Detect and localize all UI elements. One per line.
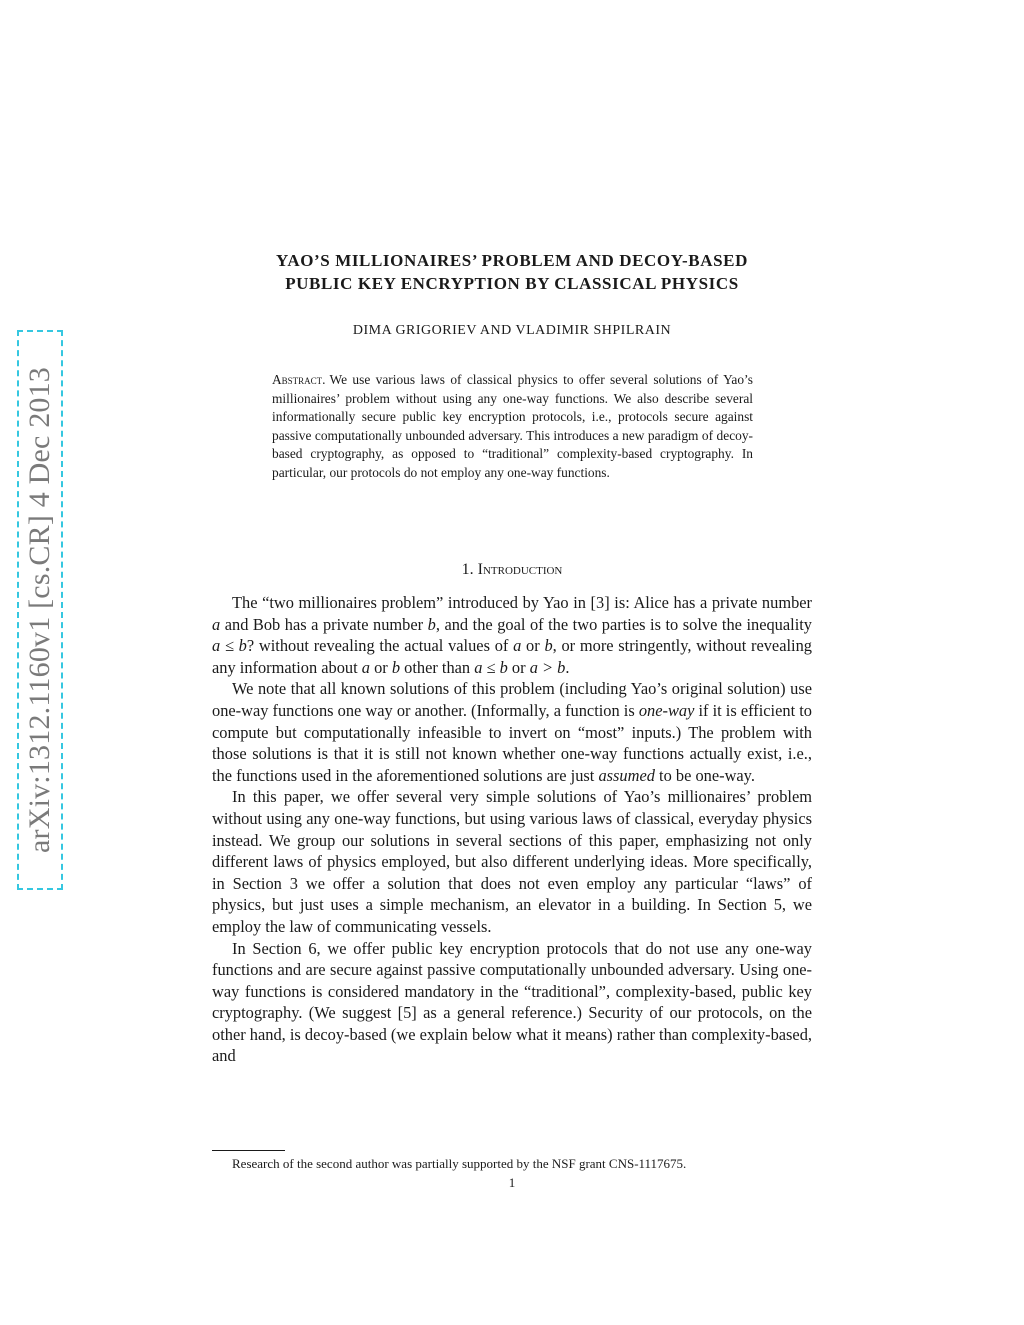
- arxiv-stamp: [17, 330, 63, 890]
- abstract-text: We use various laws of classical physics to offer several solutions of Yao’s millionaires’ problem without using any one-way functions. We also describe several informationally secure public key encryption protocols, i.e., protocols secure against passive computationally unbounded adversary. This introduces a new paradigm of decoy-based cryptography, as opposed to “traditional” complexity-based cryptography. In particular, our protocols do not employ any one-way functions.: [272, 372, 753, 480]
- paper-title: [212, 249, 812, 295]
- paragraph-1: The “two millionaires problem” introduced by Yao in [3] is: Alice has a private number a and Bob has a private number b, and the goal of the two parties is to solve the inequality a ≤ b? without revealing the actual values of a or b, or more stringently, without revealing any information about a or b other than a ≤ b or a > b.: [212, 593, 812, 677]
- title-line-1: YAO’S MILLIONAIRES’ PROBLEM AND DECOY-BASED: [276, 251, 748, 270]
- paragraph-3: In this paper, we offer several very simple solutions of Yao’s millionaires’ problem without using any one-way functions, but using various laws of classical, everyday physics instead. We group our solutions in several sections of this paper, emphasizing not only different laws of physics employed, but also different underlying ideas. More specifically, in Section 3 we offer a solution that does not even employ any particular “laws” of physics, but just uses a simple mechanism, an elevator in a building. In Section 5, we employ the law of communicating vessels.: [212, 787, 812, 936]
- footnote: Research of the second author was partially supported by the NSF grant CNS-1117675.: [232, 1156, 687, 1171]
- section-heading: [212, 561, 812, 579]
- page-number: 1: [508, 1175, 516, 1190]
- paragraph-2: We note that all known solutions of this problem (including Yao’s original solution) use one-way functions one way or another. (Informally, a function is one-way if it is efficient to compute but computationally infeasible to invert on “most” inputs.) The problem with those solutions is that it is still not known whether one-way functions actually exist, i.e., the functions used in the aforementioned solutions are just assumed to be one-way.: [212, 679, 812, 785]
- footnote-rule: [212, 1150, 285, 1151]
- section-number: 1.: [461, 561, 474, 578]
- paragraph-4: In Section 6, we offer public key encryption protocols that do not use any one-way functions and are secure against passive computationally unbounded adversary. Using one-way functions is considered mandatory in the “traditional”, complexity-based, public key cryptography. (We suggest [5] as a general reference.) Security of our protocols, on the other hand, is decoy-based (we explain below what it means) rather than complexity-based, and: [212, 938, 812, 1066]
- abstract: [272, 371, 753, 482]
- abstract-heading: Abstract.: [272, 372, 326, 387]
- arxiv-identifier: arXiv:1312.1160v1 [cs.CR] 4 Dec 2013: [23, 366, 56, 854]
- title-line-2: PUBLIC KEY ENCRYPTION BY CLASSICAL PHYSICS: [285, 274, 739, 293]
- section-title: Introduction: [477, 561, 563, 578]
- body-text: [212, 592, 812, 1067]
- authors: DIMA GRIGORIEV AND VLADIMIR SHPILRAIN: [352, 323, 672, 338]
